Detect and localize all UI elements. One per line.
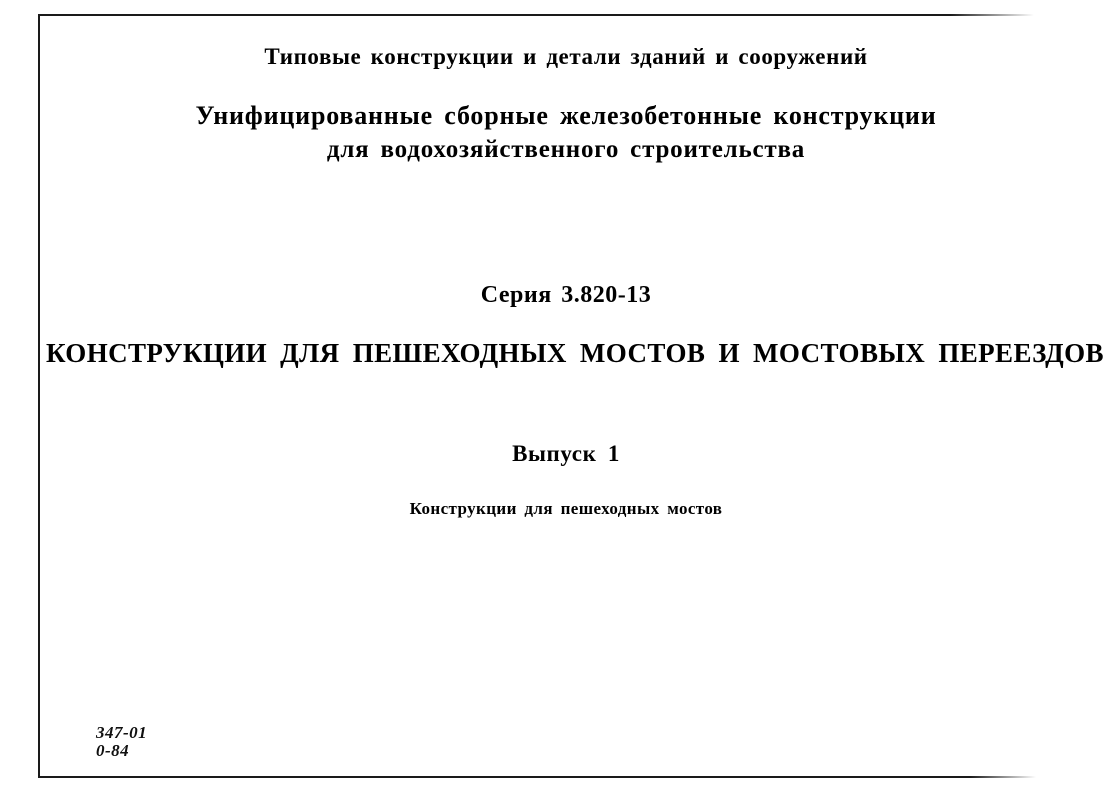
issue-subtitle: Конструкции для пешеходных мостов [409,499,723,518]
subheader-line-1: Унифицированные сборные железобетонные конструкции [195,101,937,130]
series-label: Серия 3.820-13 [480,282,652,308]
archive-stamp-line-1: 347-01 [96,723,148,742]
page-title: КОНСТРУКЦИИ ДЛЯ ПЕШЕХОДНЫХ МОСТОВ И МОСТОВЫХ ПЕРЕЕЗДОВ [46,338,1104,368]
header-line: Типовые конструкции и детали зданий и сооружений [264,44,868,69]
subheader-block [46,99,1086,167]
archive-stamp-line-2: 0-84 [96,741,130,760]
issue-label: Выпуск 1 [512,441,620,466]
title-page-content [46,16,1104,776]
archive-stamp [96,724,147,760]
subheader-line-2: для водохозяйственного строительства [326,136,806,163]
